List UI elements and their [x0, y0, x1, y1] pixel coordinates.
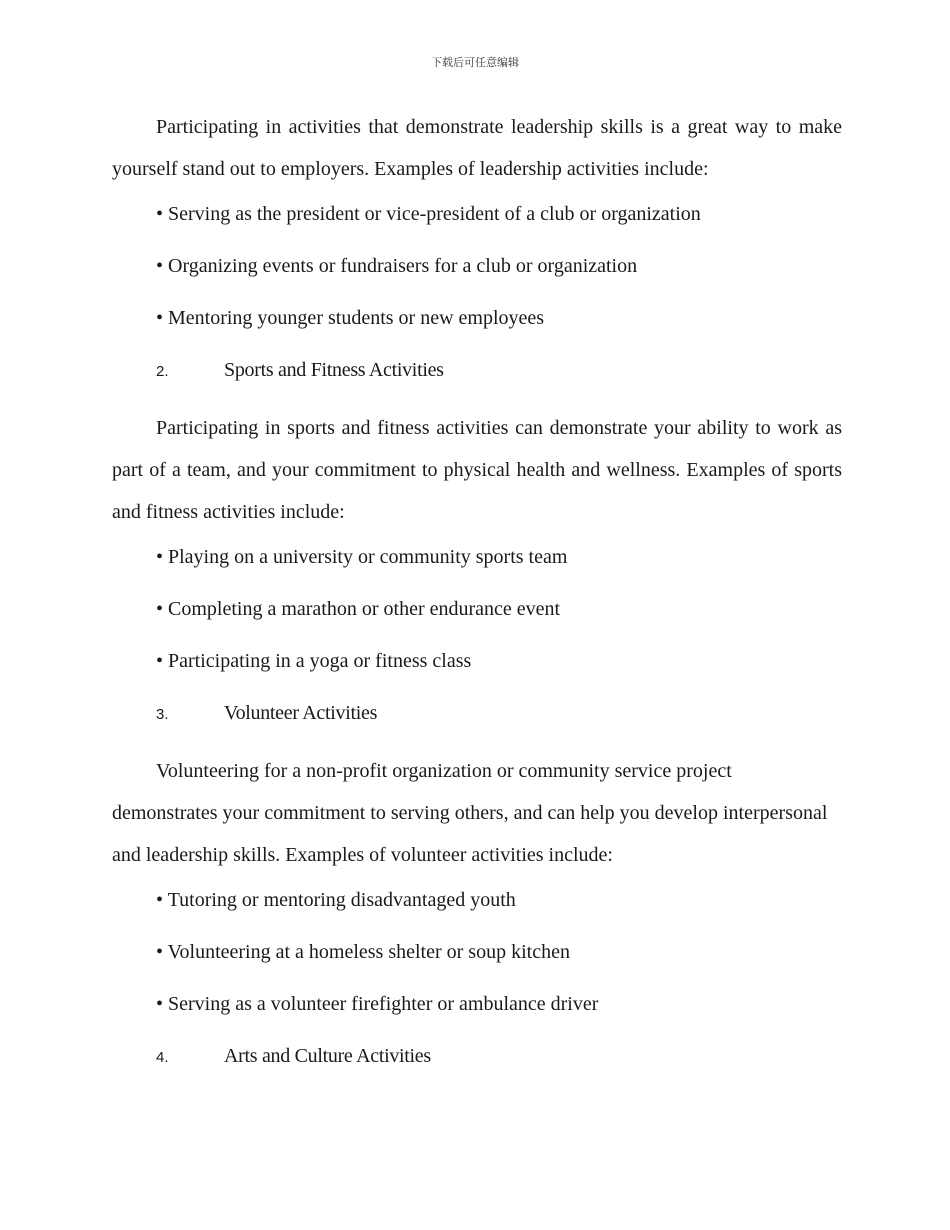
bullet-item: • Mentoring younger students or new employees	[156, 307, 545, 329]
document-body	[112, 106, 842, 1093]
bullet-item: • Organizing events or fundraisers for a club or organization	[156, 255, 638, 277]
section-title: Sports and Fitness Activities	[224, 359, 444, 381]
bullet-item: • Serving as the president or vice-president of a club or organization	[156, 203, 701, 225]
bullet-item: • Participating in a yoga or fitness class	[156, 650, 472, 672]
section-heading-volunteer	[112, 698, 842, 750]
section-title: Arts and Culture Activities	[224, 1045, 431, 1067]
section-title: Volunteer Activities	[224, 702, 378, 724]
section-number: 4.	[156, 1049, 169, 1066]
section-heading-sports	[112, 355, 842, 407]
section-number: 3.	[156, 706, 169, 723]
bullet-item: • Volunteering at a homeless shelter or soup kitchen	[156, 941, 570, 963]
volunteer-intro-paragraph: Volunteering for a non-profit organization or community service project demonstrates your commitment to serving others, and can help you develop interpersonal and leadership skills. Examples of volunteer activities include:	[112, 760, 828, 866]
sports-intro-paragraph: Participating in sports and fitness activities can demonstrate your ability to work as part of a team, and your commitment to physical health and wellness. Examples of sports and fitness activities include:	[112, 417, 842, 523]
leadership-intro-paragraph: Participating in activities that demonstrate leadership skills is a great way to make yourself stand out to employers. Examples of leadership activities include:	[112, 116, 842, 180]
bullet-item: • Completing a marathon or other endurance event	[156, 598, 561, 620]
bullet-item: • Serving as a volunteer firefighter or ambulance driver	[156, 993, 599, 1015]
bullet-item: • Tutoring or mentoring disadvantaged youth	[156, 889, 516, 911]
section-number: 2.	[156, 363, 169, 380]
section-heading-arts	[112, 1041, 842, 1093]
bullet-item: • Playing on a university or community sports team	[156, 546, 568, 568]
page-header: 下载后可任意编辑	[431, 56, 519, 69]
